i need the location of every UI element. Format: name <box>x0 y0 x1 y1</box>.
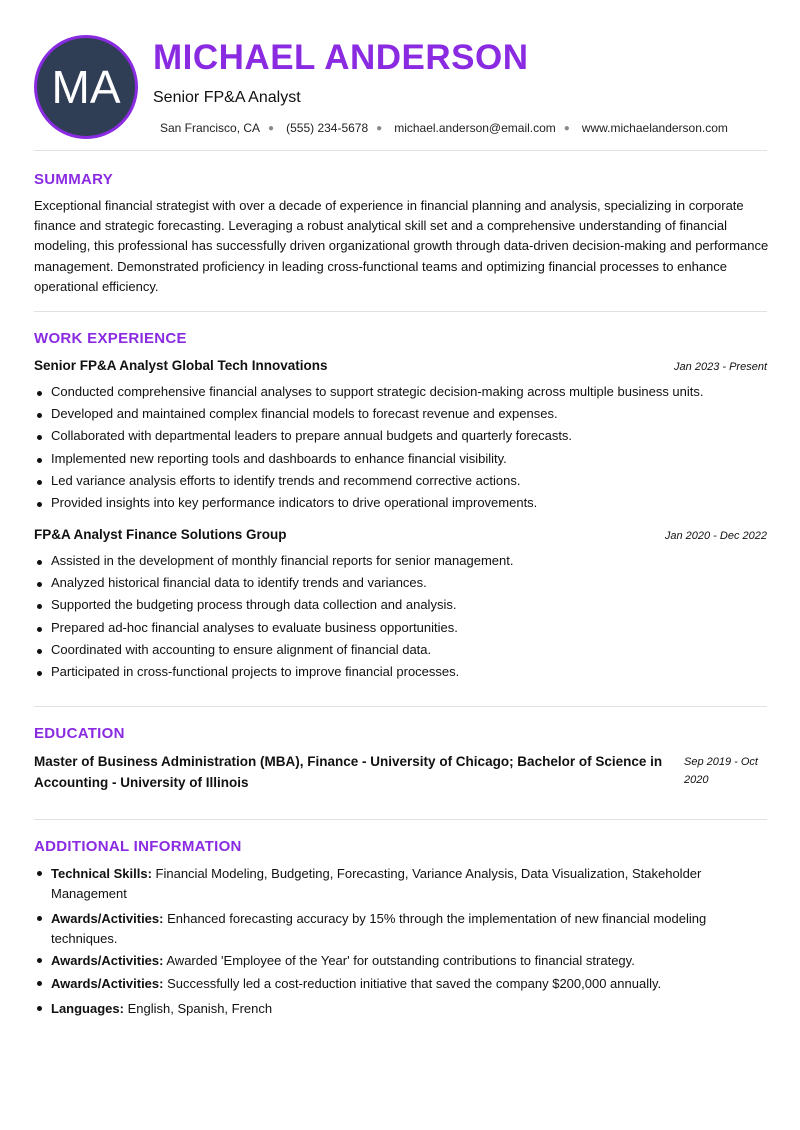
item-label: Technical Skills: <box>51 866 152 881</box>
list-item: Collaborated with departmental leaders to prepare annual budgets and quarterly forecasts. <box>34 428 769 450</box>
list-item <box>34 909 769 948</box>
separator-dot-icon: ● <box>376 122 383 134</box>
contact-line <box>160 121 728 135</box>
list-item <box>34 864 769 903</box>
job-bullets <box>34 384 769 517</box>
section-heading-summary: SUMMARY <box>34 171 114 188</box>
contact-phone: (555) 234-5678 <box>286 121 369 135</box>
list-item: Analyzed historical financial data to identify trends and variances. <box>34 575 769 597</box>
job-header <box>34 527 767 542</box>
job-title: FP&A Analyst Finance Solutions Group <box>34 527 287 542</box>
candidate-title: Senior FP&A Analyst <box>153 89 301 106</box>
section-heading-experience: WORK EXPERIENCE <box>34 330 187 347</box>
summary-text: Exceptional financial strategist with over a decade of experience in financial planning and analysis, specializing in corporate finance and strategic forecasting. Leveraging a robust analytical skill set and a comprehensive understanding of financial modeling, this professional has successfully driven organizational growth through data-driven decision-making and performance management. Demonstrated proficiency in leading cross-functional teams and optimizing financial processes to enhance operational efficiency. <box>34 198 769 294</box>
item-text: English, Spanish, French <box>123 1001 273 1016</box>
list-item: Supported the budgeting process through data collection and analysis. <box>34 597 769 619</box>
list-item: Prepared ad-hoc financial analyses to evaluate business opportunities. <box>34 620 769 642</box>
section-heading-additional: ADDITIONAL INFORMATION <box>34 838 242 855</box>
list-item: Implemented new reporting tools and dashboards to enhance financial visibility. <box>34 451 769 473</box>
job-title: Senior FP&A Analyst Global Tech Innovations <box>34 358 328 373</box>
list-item <box>34 951 769 971</box>
divider <box>34 706 767 707</box>
divider <box>34 819 767 820</box>
item-label: Awards/Activities: <box>51 975 164 991</box>
list-item: Led variance analysis efforts to identify trends and recommend corrective actions. <box>34 473 769 495</box>
divider <box>34 150 767 151</box>
avatar-initials: MA <box>51 61 121 113</box>
item-label: Awards/Activities: <box>51 953 164 968</box>
contact-location: San Francisco, CA <box>160 121 261 135</box>
education-degree: Master of Business Administration (MBA), Finance - University of Chicago; Bachelor of Science in Accounting - University of Illinois <box>34 754 663 790</box>
list-item <box>34 999 769 1019</box>
item-label: Languages: <box>51 1001 124 1016</box>
divider <box>34 311 767 312</box>
separator-dot-icon: ● <box>268 122 275 134</box>
item-label: Awards/Activities: <box>51 911 164 926</box>
contact-website[interactable]: www.michaelanderson.com <box>581 121 728 135</box>
list-item <box>34 974 769 994</box>
list-item: Participated in cross-functional projects to improve financial processes. <box>34 664 769 686</box>
additional-list <box>34 864 769 1019</box>
item-text: Enhanced forecasting accuracy by 15% through the implementation of new financial modeling techniques. <box>51 911 707 946</box>
list-item: Conducted comprehensive financial analyses to support strategic decision-making across multiple business units. <box>34 384 769 406</box>
candidate-name: MICHAEL ANDERSON <box>153 38 529 77</box>
item-text: Successfully led a cost-reduction initiative that saved the company $200,000 annually. <box>163 975 662 991</box>
list-item: Provided insights into key performance indicators to drive operational improvements. <box>34 495 769 517</box>
separator-dot-icon: ● <box>563 122 570 134</box>
job-bullets <box>34 553 769 686</box>
list-item: Developed and maintained complex financial models to forecast revenue and expenses. <box>34 406 769 428</box>
item-text: Financial Modeling, Budgeting, Forecasting, Variance Analysis, Data Visualization, Stakeholder Management <box>51 866 702 901</box>
contact-email[interactable]: michael.anderson@email.com <box>394 121 556 135</box>
item-text: Awarded 'Employee of the Year' for outstanding contributions to financial strategy. <box>163 953 635 968</box>
job-header <box>34 358 767 373</box>
list-item: Coordinated with accounting to ensure alignment of financial data. <box>34 642 769 664</box>
education-date: Sep 2019 - Oct 2020 <box>684 756 758 786</box>
avatar <box>34 35 138 139</box>
list-item: Assisted in the development of monthly financial reports for senior management. <box>34 553 769 575</box>
job-date: Jan 2020 - Dec 2022 <box>664 530 767 542</box>
job-date: Jan 2023 - Present <box>674 361 767 373</box>
section-heading-education: EDUCATION <box>34 725 125 742</box>
